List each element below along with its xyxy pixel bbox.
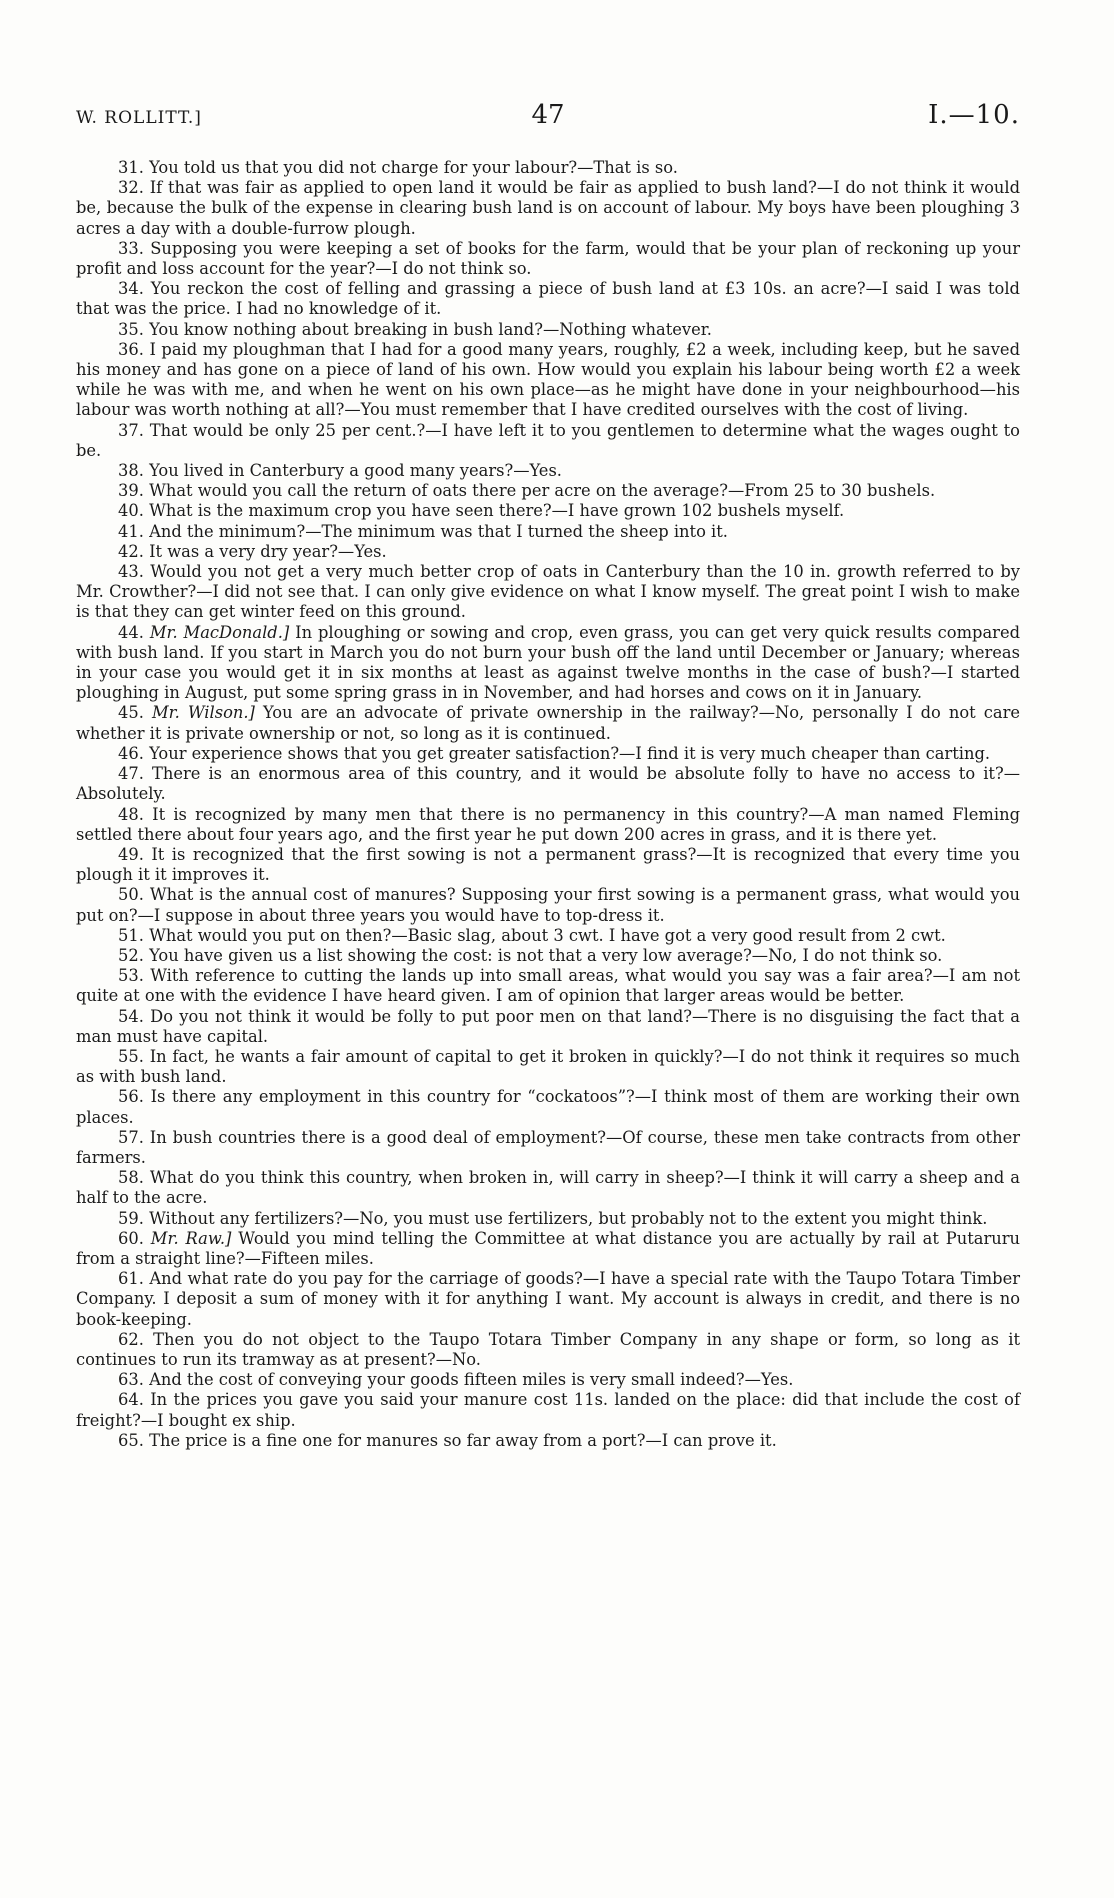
question-number: 64.: [118, 1390, 144, 1410]
question-answer-text: What is the maximum crop you have seen there?—I have grown 102 bushels myself.: [149, 501, 845, 521]
question-paragraph: [76, 501, 1020, 521]
question-paragraph: [76, 1370, 1020, 1390]
question-number: 51.: [118, 925, 144, 945]
question-number: 52.: [118, 945, 144, 965]
question-number: 65.: [118, 1430, 144, 1450]
question-number: 58.: [118, 1168, 144, 1188]
question-answer-text: Would you mind telling the Committee at what distance you are actually by rail at Putaruru from a straight line?—Fifteen miles.: [76, 1228, 1020, 1268]
speaker-name: Mr. Wilson.]: [151, 703, 255, 723]
question-paragraph: [76, 542, 1020, 562]
question-answer-text: And what rate do you pay for the carriage of goods?—I have a special rate with the Taupo Totara Timber Company. I deposit a sum of money with it for anything I want. My account is always in credit, and there is no book-keeping.: [76, 1269, 1020, 1329]
question-number: 49.: [118, 844, 144, 864]
question-number: 36.: [118, 339, 144, 359]
question-paragraph: [76, 562, 1020, 623]
question-number: 41.: [118, 521, 144, 541]
question-answer-text: You lived in Canterbury a good many years?—Yes.: [149, 461, 562, 481]
question-number: 50.: [118, 885, 144, 905]
question-number: 34.: [118, 279, 144, 299]
question-number: 57.: [118, 1127, 144, 1147]
question-number: 35.: [118, 319, 144, 339]
question-answer-text: Would you not get a very much better crop of oats in Canterbury than the 10 in. growth referred to by Mr. Crowther?—I did not see that. I can only give evidence on what I know myself. The great point I wish to make is that they can get winter feed on this ground.: [76, 562, 1020, 622]
question-answer-text: There is an enormous area of this country, and it would be absolute folly to have no access to it?—Absolutely.: [76, 764, 1020, 804]
question-number: 59.: [118, 1208, 144, 1228]
question-answer-text: What do you think this country, when broken in, will carry in sheep?—I think it will carry a sheep and a half to the acre.: [76, 1168, 1020, 1208]
page-number: 47: [531, 100, 565, 130]
question-answer-text: Without any fertilizers?—No, you must use fertilizers, but probably not to the extent you might think.: [149, 1208, 988, 1228]
question-paragraph: [76, 744, 1020, 764]
question-paragraph: [76, 946, 1020, 966]
question-number: 54.: [118, 1006, 144, 1026]
question-paragraph: [76, 966, 1020, 1006]
question-answer-text: You reckon the cost of felling and grassing a piece of bush land at £3 10s. an acre?—I said I was told that was the price. I had no knowledge of it.: [76, 279, 1020, 319]
question-number: 60.: [118, 1228, 144, 1248]
question-number: 61.: [118, 1269, 144, 1289]
question-number: 48.: [118, 804, 144, 824]
question-answer-text: If that was fair as applied to open land it would be fair as applied to bush land?—I do not think it would be, because the bulk of the expense in clearing bush land is on account of labour. My boys have been ploughing 3 acres a day with a double-furrow plough.: [76, 178, 1020, 238]
question-answer-text: The price is a fine one for manures so far away from a port?—I can prove it.: [149, 1430, 777, 1450]
question-paragraph: [76, 158, 1020, 178]
question-answer-text: In ploughing or sowing and crop, even grass, you can get very quick results compared with bush land. If you start in March you do not burn your bush off the land until December or January; whereas in your case you would get it in six months at least as against twelve months in the case of bush?—I started ploughing in August, put some spring grass in in November, and had horses and cows on it in January.: [76, 622, 1020, 703]
question-number: 43.: [118, 562, 144, 582]
question-number: 40.: [118, 501, 144, 521]
question-answer-text: Is there any employment in this country for “cockatoos”?—I think most of them are working their own places.: [76, 1087, 1020, 1127]
question-answer-text: You know nothing about breaking in bush land?—Nothing whatever.: [149, 319, 712, 339]
document-reference: I.—10.: [928, 100, 1020, 130]
question-paragraph: [76, 461, 1020, 481]
question-number: 39.: [118, 481, 144, 501]
question-paragraph: [76, 1209, 1020, 1229]
question-paragraph: [76, 320, 1020, 340]
question-paragraph: [76, 805, 1020, 845]
question-answer-text: Your experience shows that you get greater satisfaction?—I find it is very much cheaper than carting.: [149, 743, 991, 763]
question-answer-text: Supposing you were keeping a set of books for the farm, would that be your plan of reckoning up your profit and loss account for the year?—I do not think so.: [76, 238, 1020, 279]
question-paragraph: [76, 1168, 1020, 1208]
question-answer-text: You told us that you did not charge for your labour?—That is so.: [149, 158, 678, 177]
question-answer-text: In bush countries there is a good deal of employment?—Of course, these men take contracts from other farmers.: [76, 1127, 1020, 1167]
question-answer-text: Then you do not object to the Taupo Totara Timber Company in any shape or form, so long as it continues to run its tramway as at present?—No.: [76, 1329, 1020, 1369]
question-number: 62.: [118, 1329, 144, 1349]
question-paragraph: [76, 845, 1020, 885]
question-number: 56.: [118, 1087, 144, 1107]
question-answer-text: It is recognized by many men that there is no permanency in this country?—A man named Fleming settled there about four years ago, and the first year he put down 200 acres in grass, and it is there yet.: [76, 804, 1020, 844]
question-answer-text: In the prices you gave you said your manure cost 11s. landed on the place: did that include the cost of freight?—I bought ex ship.: [76, 1390, 1020, 1430]
question-paragraph: [76, 421, 1020, 461]
question-number: 32.: [118, 178, 144, 198]
question-number: 31.: [118, 158, 144, 177]
speaker-name: Mr. Raw.]: [150, 1228, 232, 1248]
question-number: 38.: [118, 461, 144, 481]
question-paragraph: [76, 1047, 1020, 1087]
question-answer-text: What would you call the return of oats there per acre on the average?—From 25 to 30 bushels.: [149, 481, 936, 501]
question-paragraph: [76, 522, 1020, 542]
question-number: 44.: [118, 622, 144, 642]
evidence-text: [76, 158, 1020, 1451]
question-answer-text: It is recognized that the first sowing is not a permanent grass?—It is recognized that every time you plough it it improves it.: [76, 844, 1020, 885]
question-paragraph: [76, 239, 1020, 279]
question-answer-text: Do you not think it would be folly to put poor men on that land?—There is no disguising the fact that a man must have capital.: [76, 1006, 1020, 1046]
question-answer-text: And the cost of conveying your goods fifteen miles is very small indeed?—Yes.: [149, 1370, 794, 1390]
question-paragraph: [76, 764, 1020, 804]
question-paragraph: [76, 481, 1020, 501]
question-number: 46.: [118, 743, 144, 763]
question-paragraph: [76, 1390, 1020, 1430]
question-paragraph: [76, 340, 1020, 421]
question-paragraph: [76, 1330, 1020, 1370]
question-answer-text: That would be only 25 per cent.?—I have left it to you gentlemen to determine what the wages ought to be.: [76, 420, 1020, 460]
question-number: 47.: [118, 764, 144, 784]
question-number: 53.: [118, 966, 144, 986]
question-answer-text: With reference to cutting the lands up into small areas, what would you say was a fair area?—I am not quite at one with the evidence I have heard given. I am of opinion that larger areas would be better.: [76, 966, 1020, 1006]
question-paragraph: [76, 1229, 1020, 1269]
question-number: 33.: [118, 238, 144, 258]
question-answer-text: It was a very dry year?—Yes.: [149, 541, 387, 561]
question-paragraph: [76, 623, 1020, 704]
question-paragraph: [76, 885, 1020, 925]
question-answer-text: In fact, he wants a fair amount of capital to get it broken in quickly?—I do not think it requires so much as with bush land.: [76, 1046, 1020, 1087]
question-paragraph: [76, 1269, 1020, 1330]
question-paragraph: [76, 1007, 1020, 1047]
question-answer-text: You have given us a list showing the cost: is not that a very low average?—No, I do not think so.: [149, 945, 943, 965]
question-answer-text: I paid my ploughman that I had for a good many years, roughly, £2 a week, including keep, but he saved his money and has gone on a piece of land of his own. How would you explain his labour being worth £2 a week while he was with me, and when he went on his own place—as he might have done in your neighbourhood—his labour was worth nothing at all?—You must remember that I have credited ourselves with the cost of living.: [76, 339, 1020, 420]
question-paragraph: [76, 1431, 1020, 1451]
question-paragraph: [76, 926, 1020, 946]
question-number: 63.: [118, 1370, 144, 1390]
question-answer-text: What would you put on then?—Basic slag, about 3 cwt. I have got a very good result from 2 cwt.: [149, 925, 946, 945]
question-number: 42.: [118, 541, 144, 561]
question-paragraph: [76, 1087, 1020, 1127]
question-number: 45.: [118, 703, 144, 723]
question-answer-text: And the minimum?—The minimum was that I turned the sheep into it.: [149, 521, 728, 541]
question-paragraph: [76, 703, 1020, 743]
question-paragraph: [76, 279, 1020, 319]
question-number: 37.: [118, 420, 144, 440]
speaker-name: Mr. MacDonald.]: [149, 622, 290, 642]
question-answer-text: You are an advocate of private ownership in the railway?—No, personally I do not care whether it is private ownership or not, so long as it is continued.: [76, 703, 1020, 743]
question-paragraph: [76, 178, 1020, 239]
page-header: [76, 100, 1020, 136]
question-answer-text: What is the annual cost of manures? Supposing your first sowing is a permanent grass, what would you put on?—I suppose in about three years you would have to top-dress it.: [76, 885, 1020, 925]
witness-name: W. ROLLITT.]: [76, 108, 202, 128]
question-number: 55.: [118, 1046, 144, 1066]
question-paragraph: [76, 1128, 1020, 1168]
